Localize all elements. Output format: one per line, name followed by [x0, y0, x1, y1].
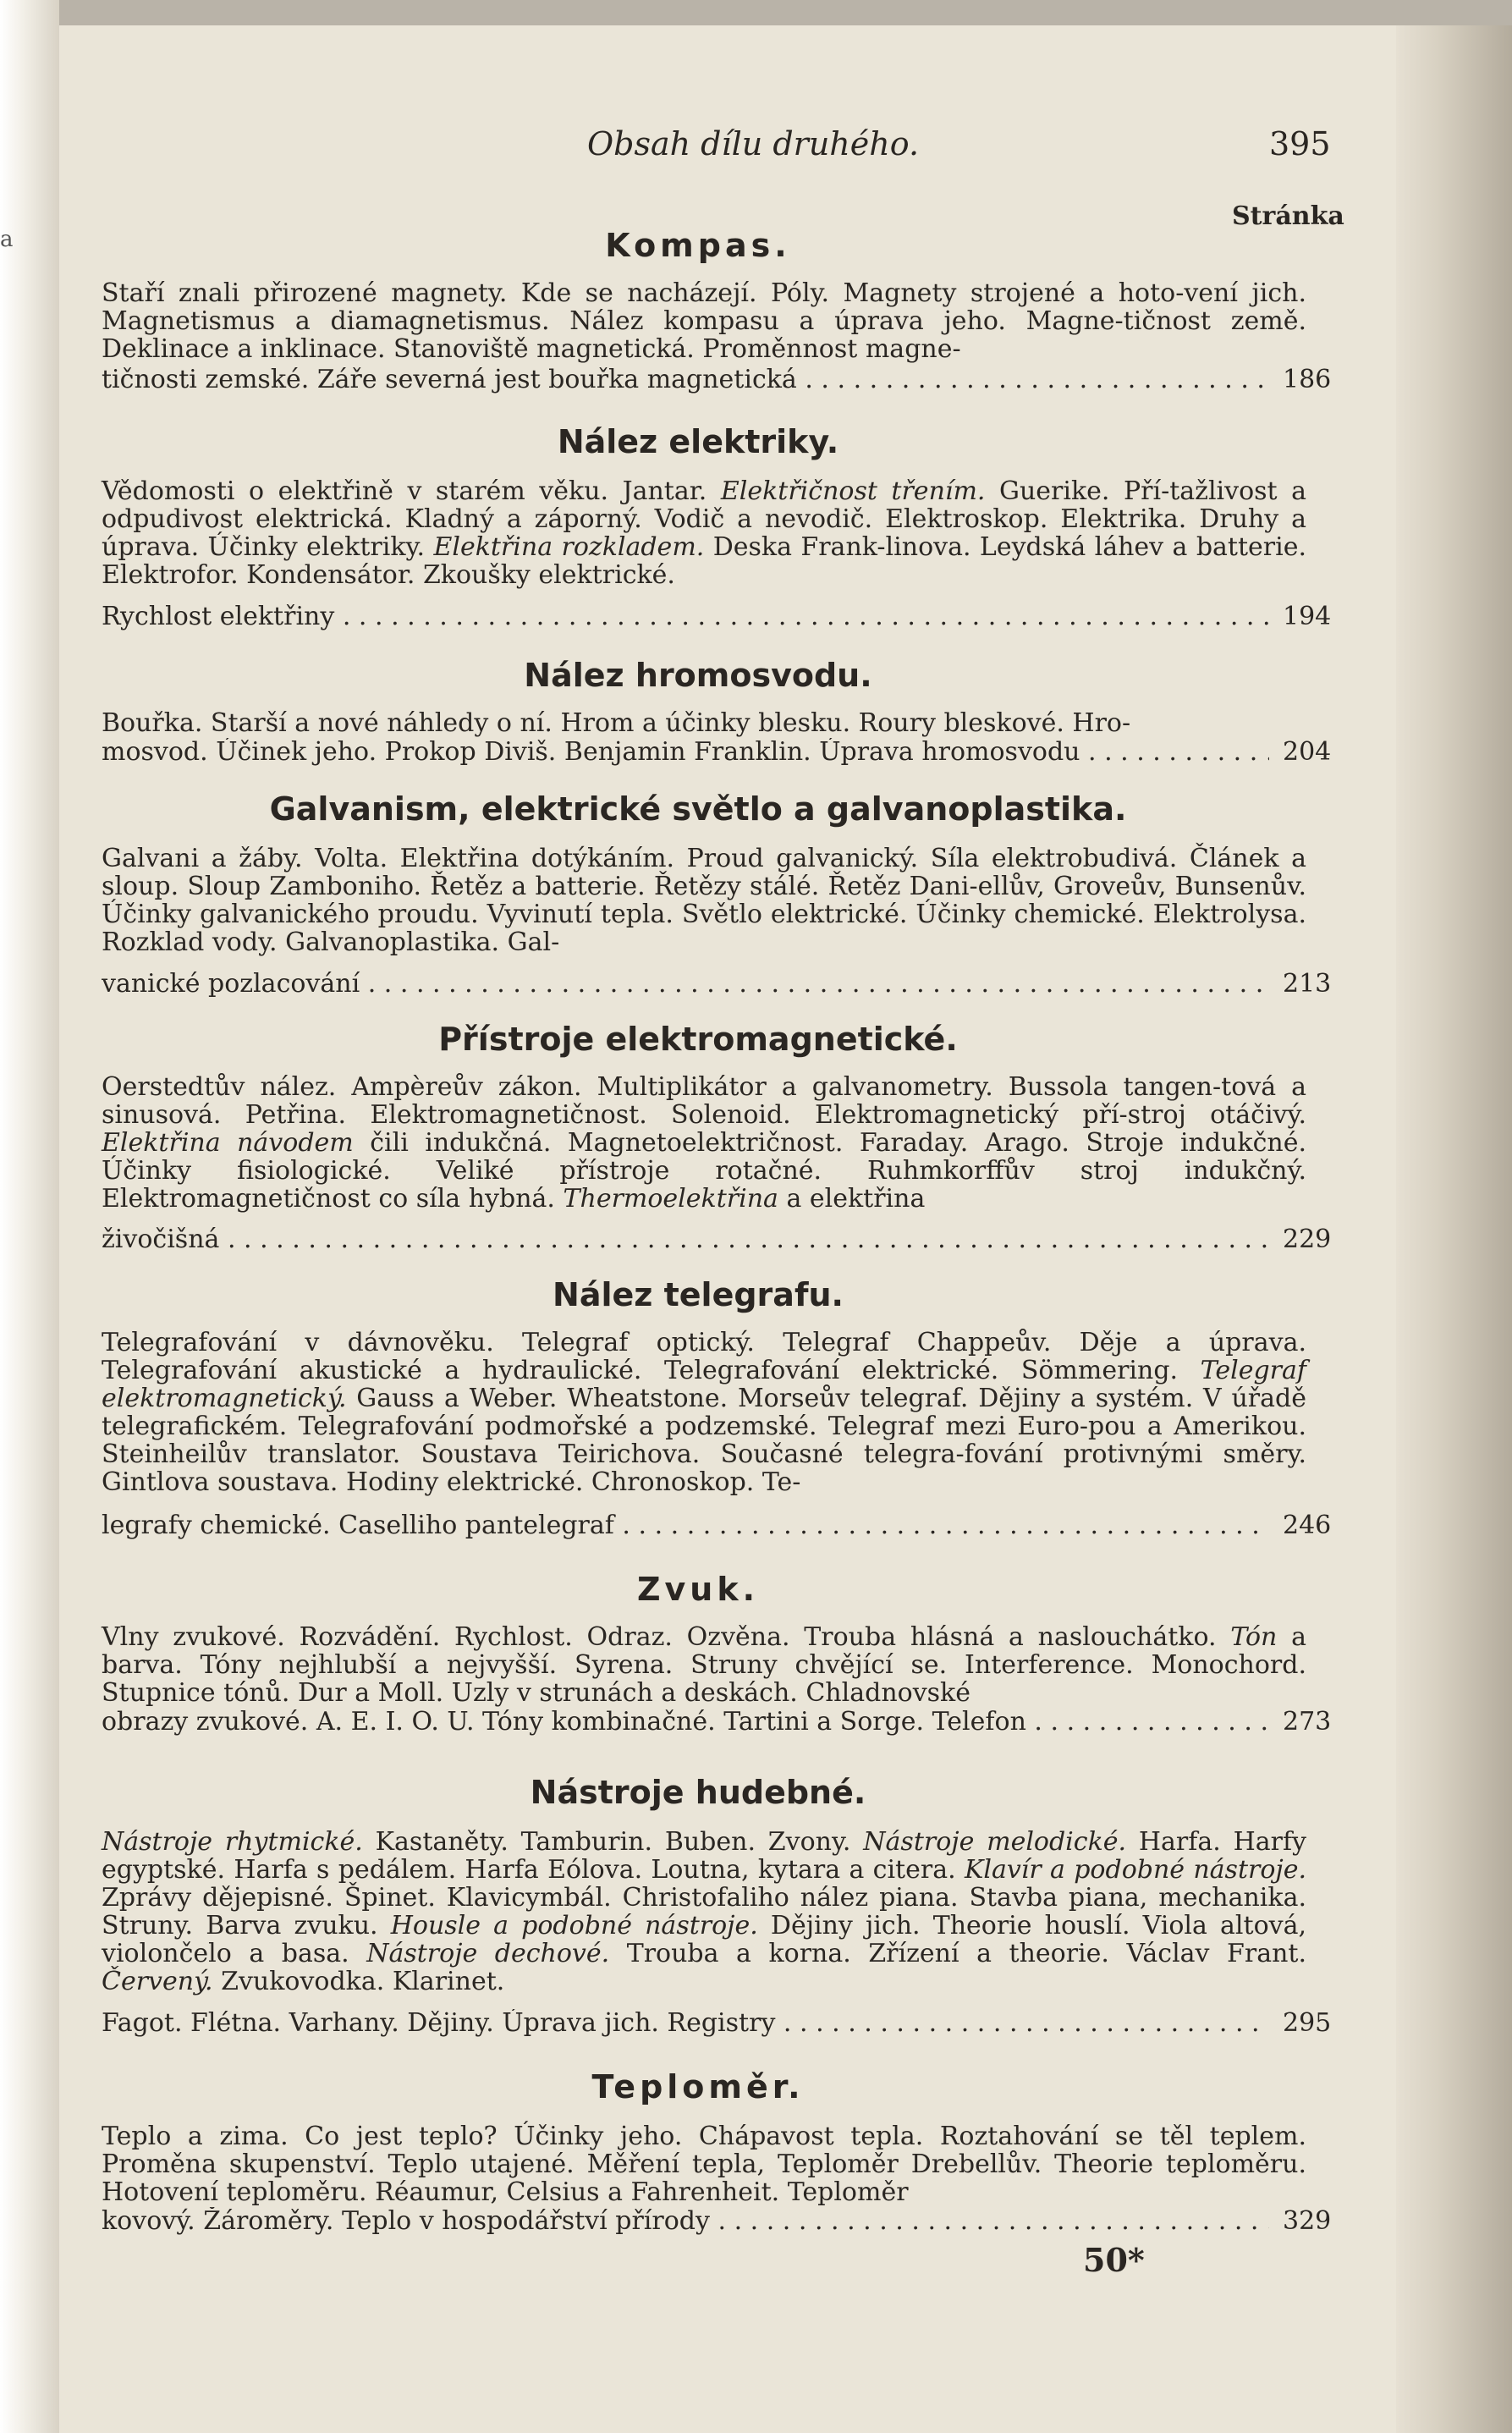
section-heading: Nález elektriky.: [557, 423, 839, 460]
section-heading: Nález hromosvodu.: [524, 657, 872, 694]
toc-entry: živočišná . . . 229: [102, 1225, 1354, 1253]
section-heading: Galvanism, elektrické světlo a galvanoplastika.: [269, 790, 1127, 828]
toc-entry: kovový. Žároměry. Teplo v hospodářství přírody . . . 329: [102, 2207, 1354, 2235]
section-text: Teplo a zima. Co jest teplo? Účinky jeho. Chápavost tepla. Roztahování se těl teplem. Proměna skupenství. Teplo utajené. Měření tepla, Teploměr Drebellův. Theorie teploměru. Hotovení teploměru. Réaumur, Celsius a Fahrenheit. Teploměr: [102, 2122, 1306, 2207]
section-text: Vědomosti o elektřině v starém věku. Jantar. Elektřičnost třením. Guerike. Pří-tažlivost a odpudivost elektrická. Kladný a záporný. Vodič a nevodič. Elektroskop. Elektrika. Druhy a úprava. Účinky elektriky. Elektřina rozkladem. Deska Frank-linova. Leydská láhev a batterie. Elektrofor. Kondensátor. Zkoušky elektrické.: [102, 476, 1307, 590]
section-text: Bouřka. Starší a nové náhledy o ní. Hrom a účinky blesku. Roury bleskové. Hro-: [102, 708, 1131, 738]
section-text: Staří znali přirozené magnety. Kde se nacházejí. Póly. Magnety strojené a hoto-vení jich. Magnetismus a diamagnetismus. Nález kompasu a úprava jeho. Magne-tičnost země. Deklinace a inklinace. Stanoviště magnetická. Proměnnost magne-: [102, 278, 1306, 364]
toc-entry: legrafy chemické. Caselliho pantelegraf . . . 246: [102, 1511, 1354, 1539]
signature-mark: 50*: [1083, 2241, 1145, 2279]
section-text: Nástroje rhytmické. Kastaněty. Tamburin. Buben. Zvony. Nástroje melodické. Harfa. Harfy egyptské. Harfa s pedálem. Harfa Eólova. Loutna, kytara a citera. Klavír a podobné nástroje. Zprávy dějepisné. Špinet. Klavicymbál. Christofaliho nález piana. Stavba piana, mechanika. Struny. Barva zvuku. Housle a podobné nástroje. Dějiny jich. Theorie houslí. Viola altová, violončelo a basa. Nástroje dechové. Trouba a korna. Zřízení a theorie. Václav Frant. Červený. Zvukovodka. Klarinet.: [102, 1827, 1307, 1996]
toc-entry: obrazy zvukové. A. E. I. O. U. Tóny kombinačné. Tartini a Sorge. Telefon . . . 273: [102, 1708, 1354, 1736]
section-heading: Teploměr.: [591, 2068, 805, 2105]
section-text: Galvani a žáby. Volta. Elektřina dotýkáním. Proud galvanický. Síla elektrobudivá. Článek a sloup. Sloup Zamboniho. Řetěz a batterie. Řetězy stálé. Řetěz Dani-ellův, Groveův, Bunsenův. Účinky galvanického proudu. Vyvinutí tepla. Světlo elektrické. Účinky chemické. Elektrolysa. Rozklad vody. Galvanoplastika. Gal-: [102, 844, 1306, 957]
gutter: [1396, 25, 1512, 2433]
header-title: Obsah dílu druhého.: [586, 125, 920, 162]
edge-mark: a: [0, 227, 14, 252]
section-heading: Zvuk.: [636, 1571, 760, 1608]
toc-entry: Rychlost elektřiny . . . 194: [102, 603, 1354, 630]
toc-entry: tičnosti zemské. Záře severná jest bouřka magnetická . . . 186: [102, 366, 1354, 394]
toc-entry: Fagot. Flétna. Varhany. Dějiny. Úprava jich. Registry . . . 295: [102, 2009, 1354, 2037]
toc-entry: mosvod. Účinek jeho. Prokop Diviš. Benjamin Franklin. Úprava hromosvodu . . . 204: [102, 738, 1354, 766]
section-heading: Nástroje hudebné.: [530, 1774, 866, 1811]
section-heading: Přístroje elektromagnetické.: [438, 1021, 958, 1058]
section-text: Vlny zvukové. Rozvádění. Rychlost. Odraz. Ozvěna. Trouba hlásná a naslouchátko. Tón a barva. Tóny nejhlubší a nejvyšší. Syrena. Struny chvějící se. Interference. Monochord. Stupnice tónů. Dur a Moll. Uzly v strunách a deskách. Chladnovské: [102, 1622, 1307, 1708]
section-heading: Nález telegrafu.: [553, 1276, 844, 1313]
column-label: Stránka: [1232, 201, 1344, 231]
header-page-number: 395: [1269, 125, 1331, 162]
section-text: Oerstedtův nález. Ampèreův zákon. Multiplikátor a galvanometry. Bussola tangen-tová a sinusová. Petřina. Elektromagnetičnost. Solenoid. Elektromagnetický pří-stroj otáčivý. Elektřina návodem čili indukčná. Magnetoelektričnost. Faraday. Arago. Stroje indukčné. Účinky fisiologické. Veliké přístroje rotačné. Ruhmkorffův stroj indukčný. Elektromagnetičnost co síla hybná. Thermoelektřina a elektřina: [102, 1072, 1306, 1214]
toc-entry: vanické pozlacování . . . 213: [102, 970, 1354, 998]
section-heading: Kompas.: [605, 227, 791, 264]
section-text: Telegrafování v dávnověku. Telegraf optický. Telegraf Chappeův. Děje a úprava. Telegrafování akustické a hydraulické. Telegrafování elektrické. Sömmering. Telegraf elektromagnetický. Gauss a Weber. Wheatstone. Morseův telegraf. Dějiny a systém. V úřadě telegrafickém. Telegrafování podmořské a podzemské. Telegraf mezi Euro-pou a Amerikou. Steinheilův translator. Soustava Teirichova. Současné telegra-fování protivnými směry. Gintlova soustava. Hodiny elektrické. Chronoskop. Te-: [102, 1328, 1306, 1497]
